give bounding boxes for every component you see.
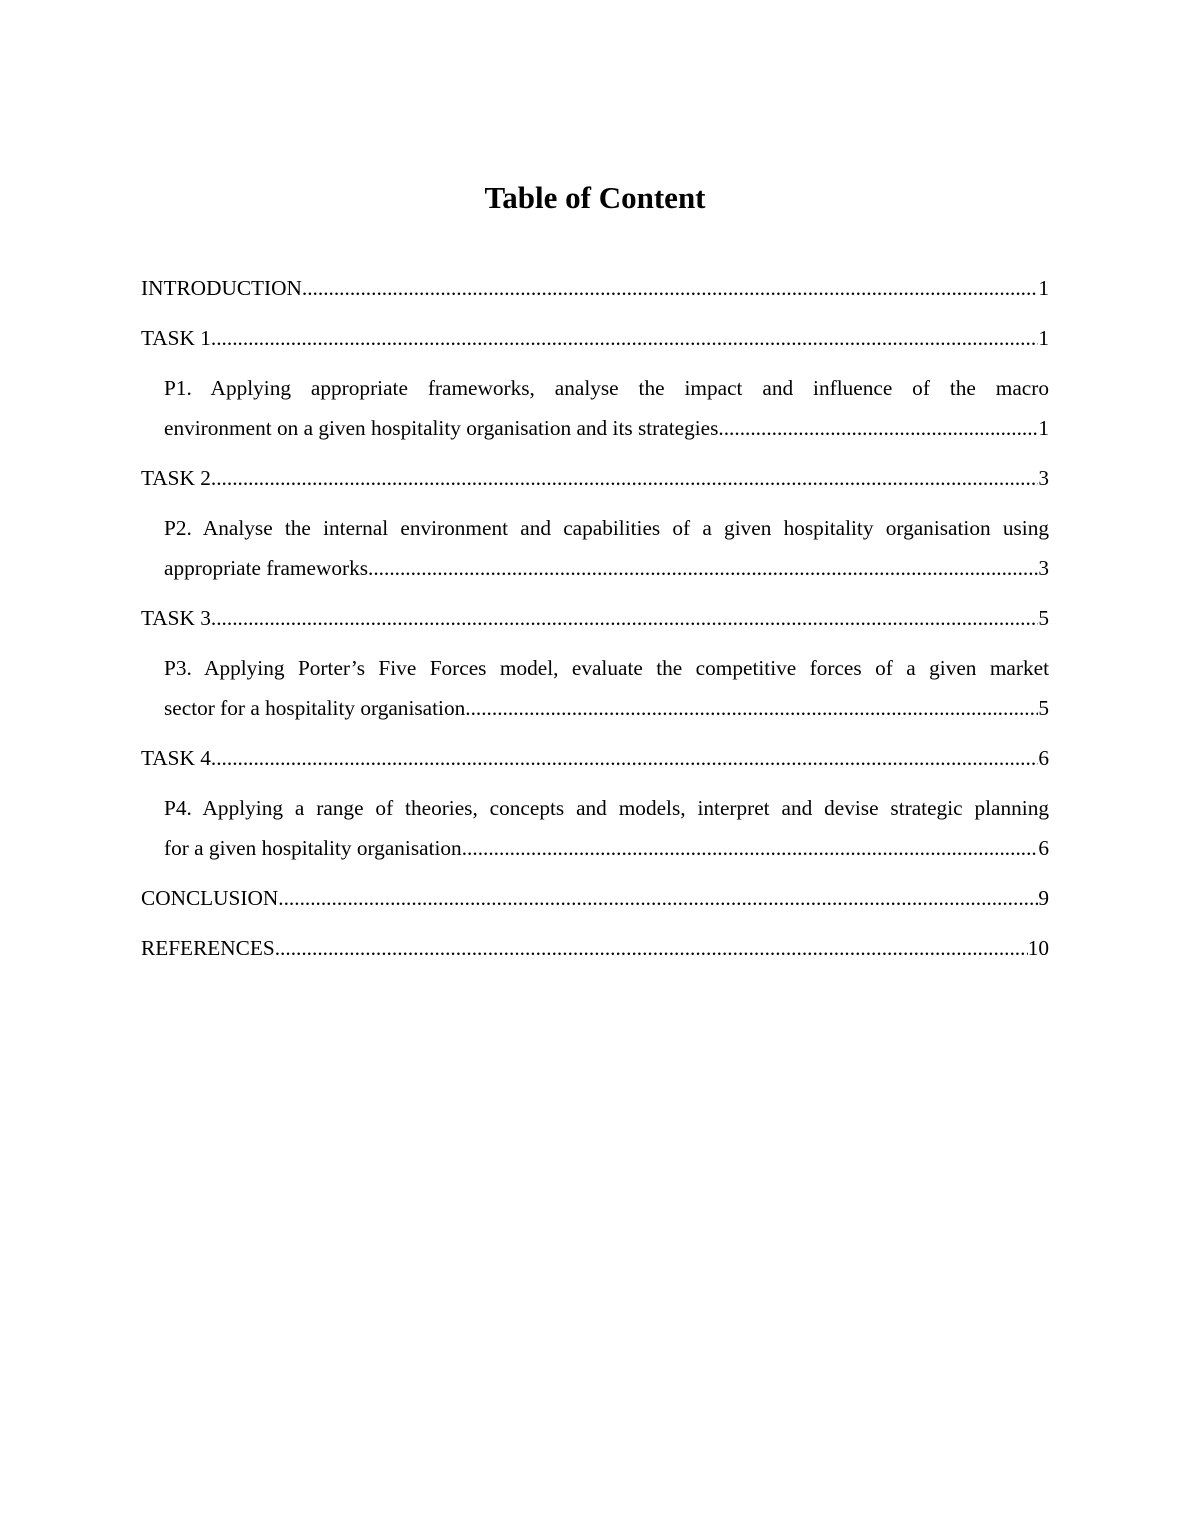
toc-line <box>141 738 1049 778</box>
toc-line <box>141 928 1049 968</box>
toc-entry-text <box>164 368 1049 408</box>
toc-line <box>141 598 1049 638</box>
toc-entry-task-2[interactable] <box>141 458 1049 508</box>
toc-entry-p3[interactable] <box>164 648 1049 738</box>
toc-entry-p4[interactable] <box>164 788 1049 878</box>
toc-entry-title-line: P2. Analyse the internal environment and capabilities of a given hospitality organisation using <box>164 516 1049 540</box>
toc-entry-title-end: appropriate frameworks <box>164 556 369 580</box>
toc-line <box>141 878 1049 918</box>
toc-entry-p1[interactable] <box>164 368 1049 458</box>
toc-entry-introduction[interactable] <box>141 268 1049 318</box>
toc-entry-conclusion[interactable] <box>141 878 1049 928</box>
toc-entry-title-line: P3. Applying Porter’s Five Forces model, evaluate the competitive forces of a given market <box>164 656 1049 680</box>
toc-line <box>164 408 1049 448</box>
toc-entry-title: TASK 4 <box>141 746 211 770</box>
toc-line <box>141 268 1049 308</box>
toc-entry-title-end: sector for a hospitality organisation <box>164 696 466 720</box>
toc-page-number: 5 <box>1038 696 1049 720</box>
toc-entry-title: TASK 2 <box>141 466 211 490</box>
dot-leader <box>278 878 1038 918</box>
toc-page-number: 9 <box>1038 886 1049 910</box>
toc-entry-title: CONCLUSION <box>141 886 279 910</box>
table-of-contents <box>141 268 1049 978</box>
toc-entry-task-3[interactable] <box>141 598 1049 648</box>
dot-leader <box>718 408 1038 448</box>
toc-entry-title: TASK 1 <box>141 326 211 350</box>
toc-entry-text <box>164 788 1049 828</box>
toc-entry-task-1[interactable] <box>141 318 1049 368</box>
toc-entry-title: REFERENCES <box>141 936 275 960</box>
toc-entry-title-line: P1. Applying appropriate frameworks, analyse the impact and influence of the macro <box>164 376 1049 400</box>
dot-leader <box>211 738 1038 778</box>
toc-entry-title-end: for a given hospitality organisation <box>164 836 462 860</box>
toc-line <box>164 828 1049 868</box>
toc-page-number: 5 <box>1038 606 1049 630</box>
dot-leader <box>465 688 1038 728</box>
toc-page-number: 10 <box>1027 936 1049 960</box>
toc-entry-p2[interactable] <box>164 508 1049 598</box>
toc-line <box>164 688 1049 728</box>
page-title: Table of Content <box>484 180 706 215</box>
toc-page-number: 1 <box>1038 416 1049 440</box>
toc-entry-title: INTRODUCTION <box>141 276 302 300</box>
toc-entry-references[interactable] <box>141 928 1049 978</box>
toc-page-number: 3 <box>1038 556 1049 580</box>
dot-leader <box>368 548 1038 588</box>
dot-leader <box>462 828 1039 868</box>
toc-entry-title-end: environment on a given hospitality organisation and its strategies <box>164 416 719 440</box>
toc-page-number: 3 <box>1038 466 1049 490</box>
toc-page-number: 6 <box>1038 836 1049 860</box>
toc-entry-text <box>164 508 1049 548</box>
toc-line <box>141 458 1049 498</box>
toc-entry-title: TASK 3 <box>141 606 211 630</box>
toc-page-number: 1 <box>1038 326 1049 350</box>
toc-entry-title-line: P4. Applying a range of theories, concepts and models, interpret and devise strategic planning <box>164 796 1049 820</box>
toc-page-number: 1 <box>1038 276 1049 300</box>
dot-leader <box>302 268 1038 308</box>
toc-page-number: 6 <box>1038 746 1049 770</box>
dot-leader <box>211 458 1038 498</box>
toc-entry-text <box>164 648 1049 688</box>
dot-leader <box>211 598 1038 638</box>
toc-line <box>141 318 1049 358</box>
toc-entry-task-4[interactable] <box>141 738 1049 788</box>
dot-leader <box>275 928 1028 968</box>
dot-leader <box>211 318 1038 358</box>
toc-line <box>164 548 1049 588</box>
